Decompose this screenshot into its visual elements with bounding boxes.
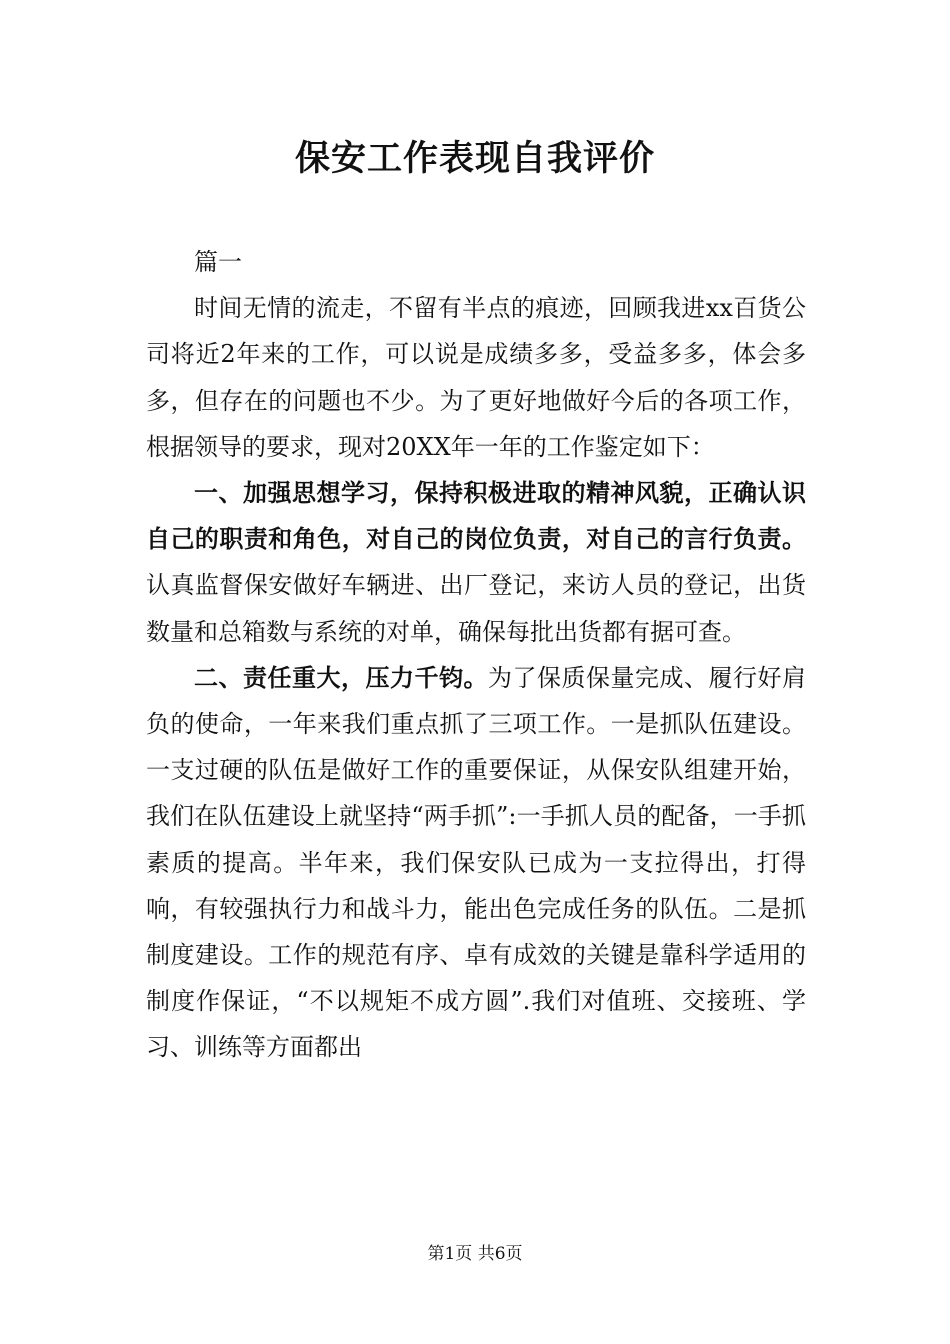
section-label: 篇一: [194, 248, 242, 276]
document-title: 保安工作表现自我评价: [294, 138, 655, 179]
document-body: [146, 239, 806, 1071]
paragraph-text-two: 为了保质保量完成、履行好肩负的使命，一年来我们重点抓了三项工作。一是抓队伍建设。一支过硬的队伍是做好工作的重要保证，从保安队组建开始，我们在队伍建设上就坚持“两手抓”:一手抓人员的配备，一手抓素质的提高。半年来，我们保安队已成为一支拉得出，打得响，有较强执行力和战斗力，能出色完成任务的队伍。二是抓制度建设。工作的规范有序、卓有成效的关键是靠科学适用的制度作保证，“不以规矩不成方圆”.我们对值班、交接班、学习、训练等方面都出: [146, 663, 806, 1062]
paragraph-thought-study: [146, 470, 806, 655]
page-footer: 第1页 共6页: [427, 1244, 523, 1264]
paragraph-heading-one: 一、加强思想学习，保持积极进取的精神风貌，正确认识自己的职责和角色，对自己的岗位负责，对自己的言行负责。: [146, 479, 806, 554]
paragraph-text-one: 认真监督保安做好车辆进、出厂登记，来访人员的登记，出货数量和总箱数与系统的对单，确保每批出货都有据可查。: [146, 571, 806, 646]
paragraph-responsibility: [146, 655, 806, 1071]
paragraph-intro: 时间无情的流走，不留有半点的痕迹，回顾我进xx百货公司将近2年来的工作，可以说是成绩多多，受益多多，体会多多，但存在的问题也不少。为了更好地做好今后的各项工作，根据领导的要求，现对20XX年一年的工作鉴定如下：: [146, 294, 806, 461]
paragraph-heading-two: 二、责任重大，压力千钧。: [194, 663, 488, 692]
